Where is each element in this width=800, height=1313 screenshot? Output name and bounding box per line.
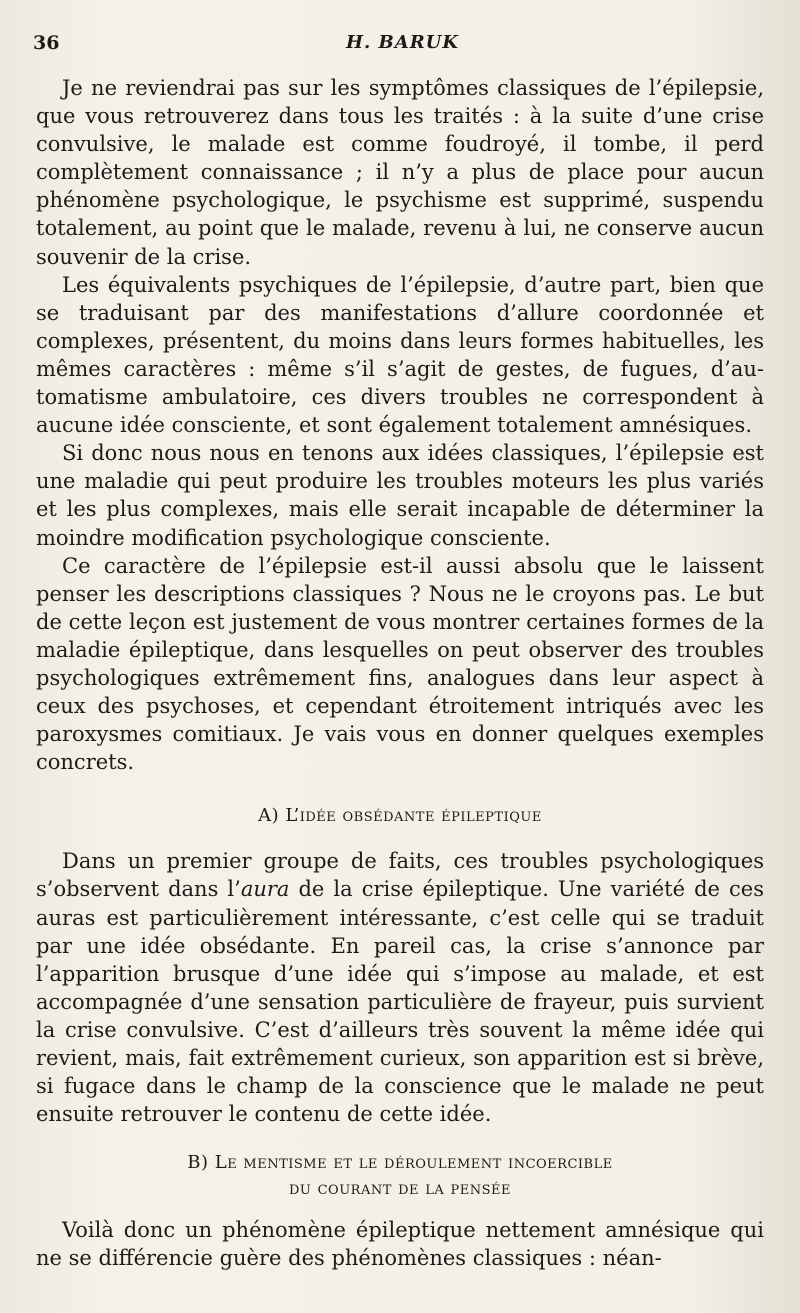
section-heading-b (36, 1150, 764, 1202)
paragraph-mentism: Voilà donc un phénomène épileptique nettement amnésique qui ne se différencie guère des phénomènes classiques : néan- (36, 1218, 764, 1271)
aura-emphasis: aura (240, 877, 290, 902)
paragraph-lesson-purpose: Ce caractère de l’épilepsie est-il aussi absolu que le laissent penser les descriptions classiques ? Nous ne le croyons pas. Le but de cette leçon est justement de vous montrer certaines formes de la maladie épileptique, dans lesquelles on peut observer des troubles psychologiques extrêmement fins, analogues dans leur aspect à ceux des psychoses, et cependant étroitement intriqués avec les paroxysmes comitiaux. Je vais vous en donner quelques exemples concrets. (36, 553, 764, 775)
page-header (0, 28, 800, 58)
running-head-author: H. BARUK (346, 32, 460, 53)
paragraph-classic-symptoms: Je ne reviendrai pas sur les symptômes classiques de l’épilepsie, que vous retrouverez dans tous les traités : à la suite d’une crise convulsive, le malade est comme foudroyé, il tombe, il perd complètement connaissance ; il n’y a plus de place pour aucun phénomène psychologique, le psychisme est supprimé, suspendu totalement, au point que le malade, revenu à lui, ne conserve aucun souvenir de la crise. (36, 76, 764, 269)
paragraph-obsessive-idea-end: de la crise épileptique. Une variété de ces auras est particulièrement intéressante, c’est celle qui se traduit par une idée obsédante. En pareil cas, la crise s’annonce par l’apparition brusque d’une idée qui s’impose au malade, et est accompagnée d’une sensation particulière de frayeur, puis survient la crise convulsive. C’est d’ailleurs très souvent la même idée qui revient, mais, fait extrêmement curieux, son apparition est si brève, si fugace dans le champ de la conscience que le malade ne peut ensuite retrouver le contenu de cette idée. (36, 877, 764, 1127)
section-heading-b-line2: du courant de la pensée (289, 1178, 511, 1200)
section-heading-a: A) L’idée obsédante épileptique (258, 805, 542, 827)
section-heading-b-line1: B) Le mentisme et le déroulement incoercible (187, 1152, 613, 1174)
paragraph-psychic-equivalents: Les équivalents psychiques de l’épilepsie, d’autre part, bien que se traduisant par des manifestations d’allure coordonnée et complexes, présentent, du moins dans leurs formes habituelles, les mêmes caractères : même s’il s’agit de gestes, de fugues, d’automatisme ambulatoire, ces divers troubles ne correspondent à aucune idée consciente, et sont également totalement amnésiques. (36, 272, 764, 438)
main-text-block (36, 74, 764, 1272)
paragraph-classical-ideas: Si donc nous nous en tenons aux idées classiques, l’épilepsie est une maladie qui peut produire les troubles moteurs les plus variés et les plus complexes, mais elle serait incapable de déterminer la moindre modification psychologique consciente. (36, 441, 764, 550)
paragraph-obsessive-idea (36, 847, 764, 1128)
paragraph-obsessive-idea-start: Dans un premier groupe de faits, ces troubles psychologiques s’observent dans l’ (36, 849, 764, 902)
page-number: 36 (33, 32, 60, 54)
